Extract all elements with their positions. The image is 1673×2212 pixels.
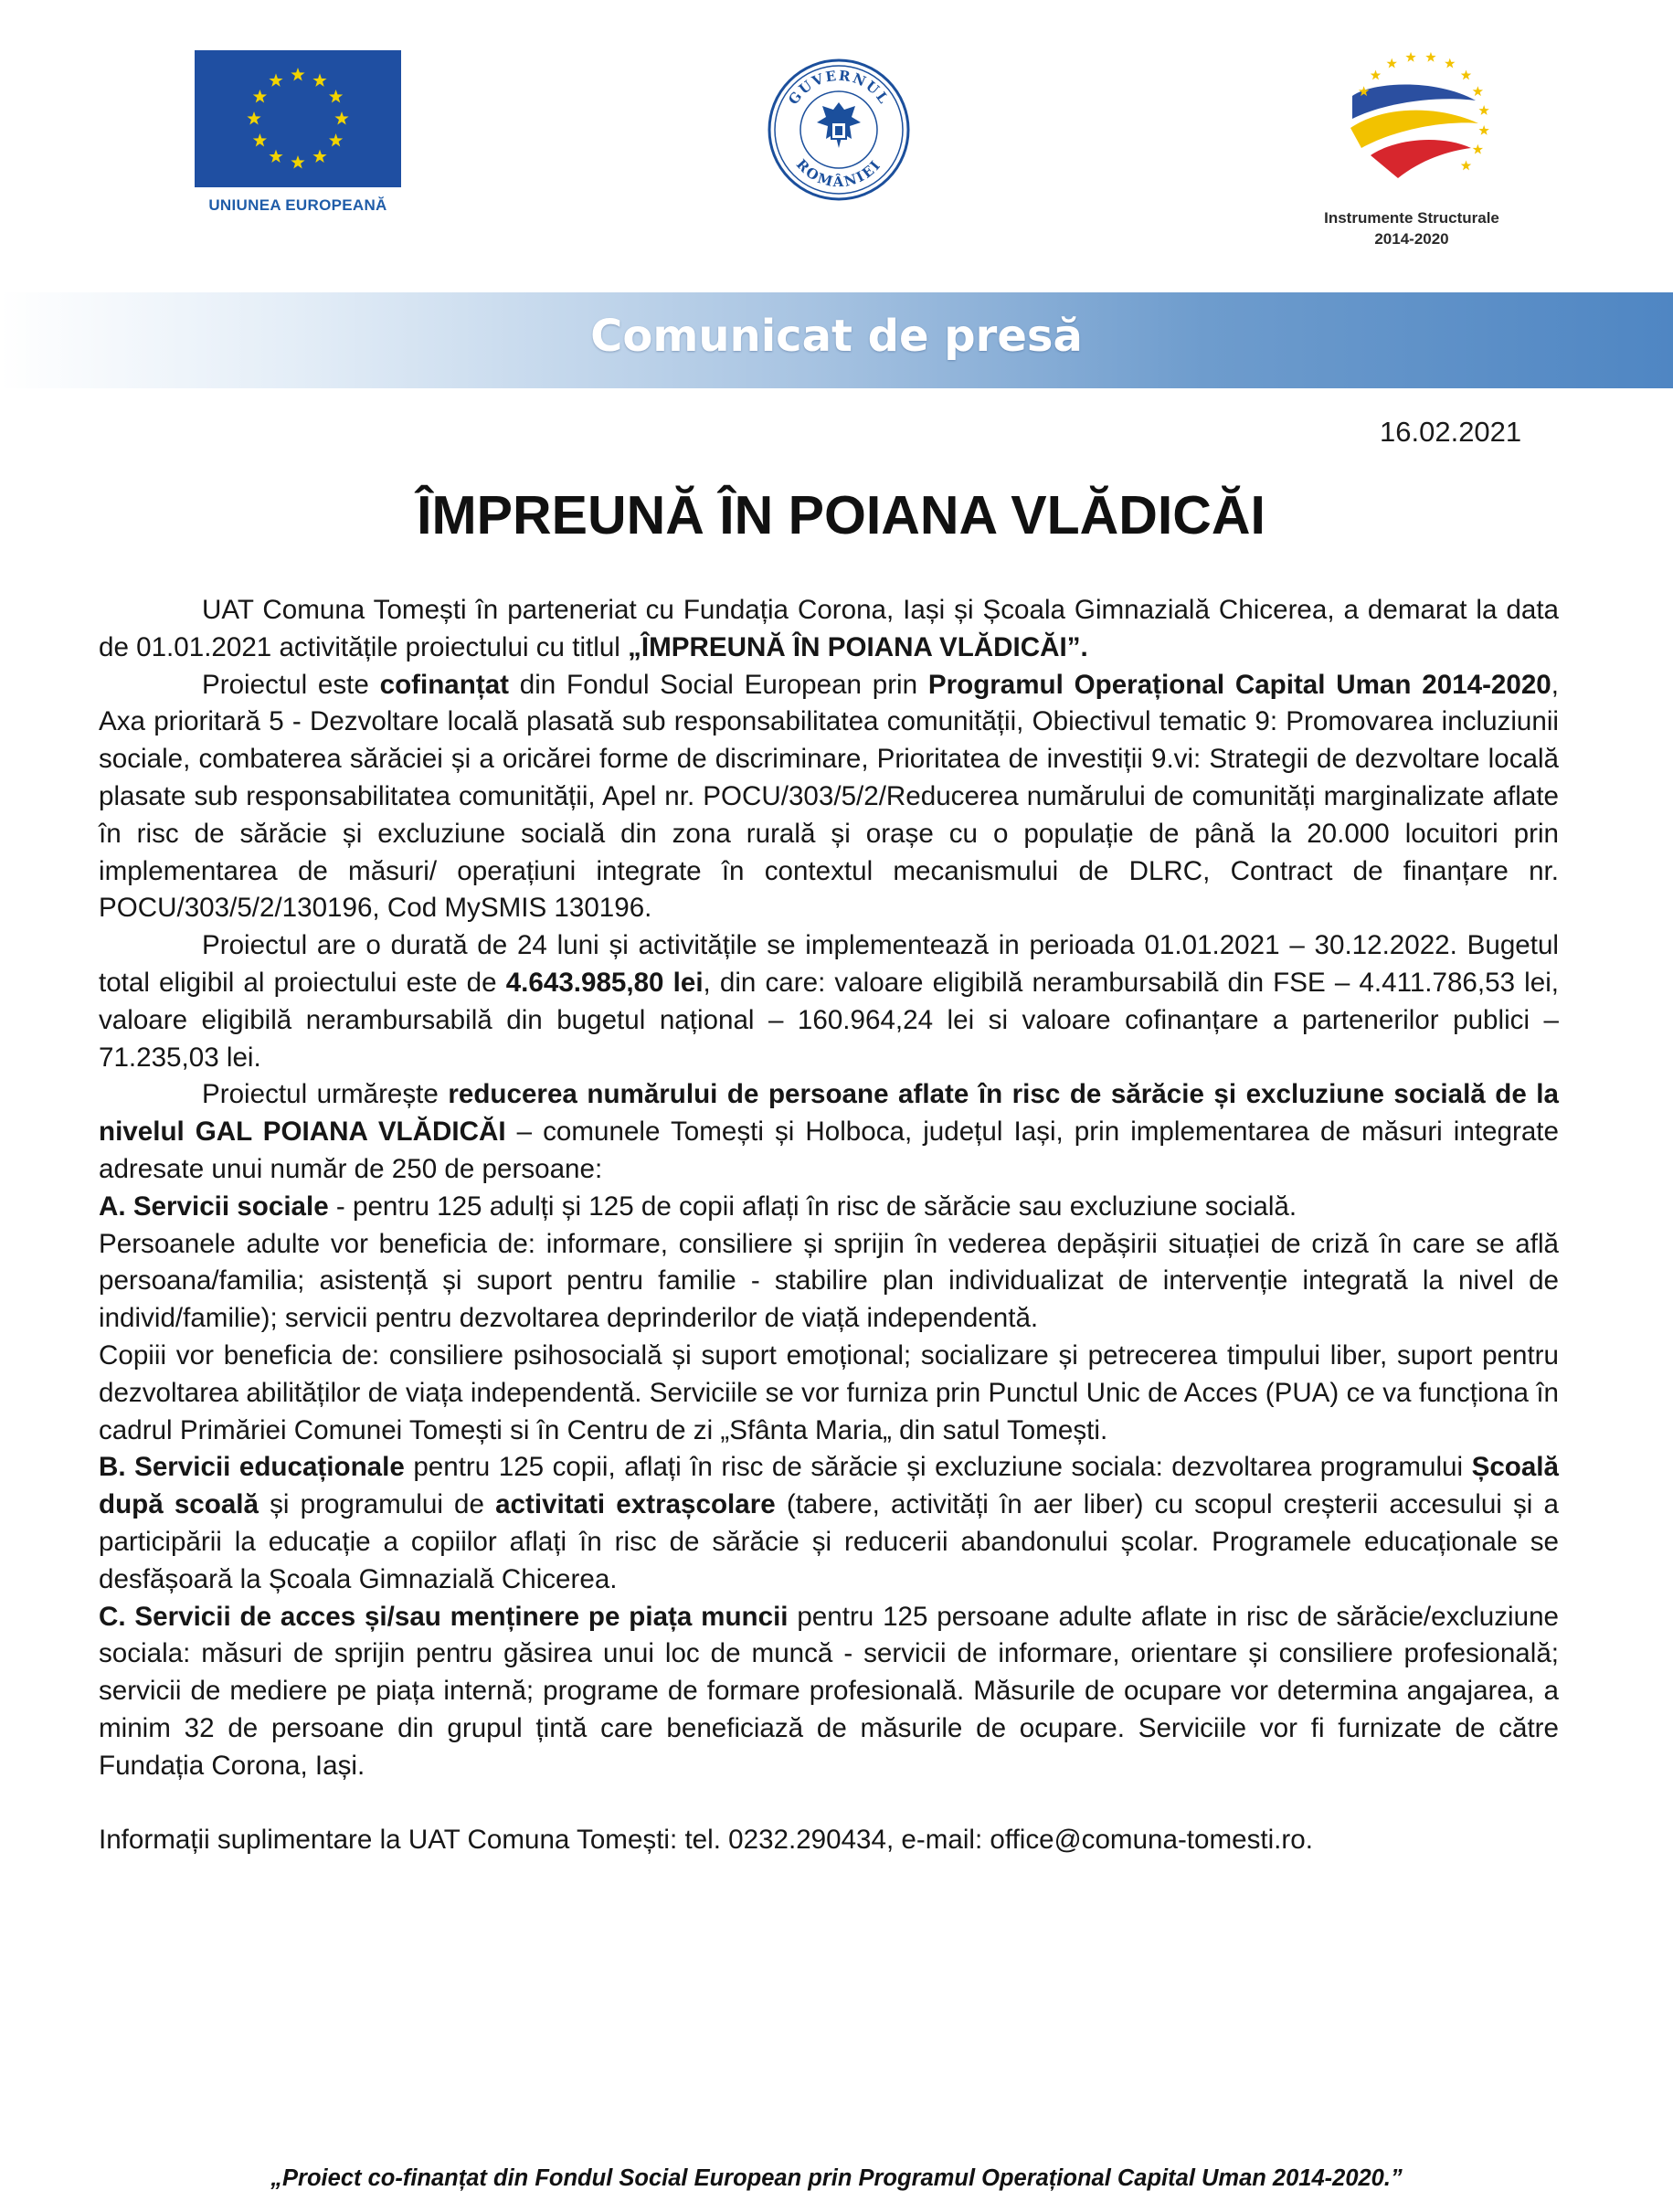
paragraph-employment-services: C. Servicii de acces și/sau menținere pe piața muncii pentru 125 persoane adulte aflate in risc de sărăcie/excluziune sociala: măsuri de sprijin pentru găsirea unui loc de muncă - servicii de informare, orientare și consiliere profesională; servicii de mediere pe piața internă; programe de formare profesională. Măsurile de ocupare vor determina angajarea, a minim 32 de persoane din grupul țintă care beneficiază de măsurile de ocupare. Serviciile vor fi furnizate de către Fundația Corona, Iași.	[99, 1601, 1559, 1781]
is-star-icon	[1473, 86, 1483, 96]
paragraph-social-services: A. Servicii sociale - pentru 125 adulți și 125 de copii aflați în risc de sărăcie sau excluziune socială.	[99, 1191, 1297, 1222]
cofinancing-footer: „Proiect co-finanțat din Fondul Social European prin Programul Operațional Capital Uman 2014-2020.”	[270, 2165, 1403, 2191]
instrumente-structurale-logo	[1302, 46, 1521, 256]
is-label	[1302, 207, 1521, 249]
structural-instruments-icon	[1334, 46, 1489, 196]
paragraph-intro: UAT Comuna Tomești în parteneriat cu Fundația Corona, Iași și Școala Gimnazială Chicerea, a demarat la data de 01.01.2021 activitățile proiectului cu titlul „ÎMPREUNĂ ÎN POIANA VLĂDICĂI”.	[99, 595, 1559, 662]
is-star-icon	[1445, 58, 1455, 69]
paragraph-children: Copiii vor beneficia de: consiliere psihosocială și suport emoțional; socializare și petrecerea timpului liber, suport pentru dezvoltarea abilităților de viața independentă. Serviciile se vor furniza prin Punctul Unic de Acces (PUA) ce va funcționa în cadrul Primăriei Comunei Tomești si în Centru de zi „Sfânta Maria„ din satul Tomești.	[99, 1339, 1559, 1445]
is-star-icon	[1461, 161, 1471, 171]
contact-info: Informații suplimentare la UAT Comuna Tomești: tel. 0232.290434, e-mail: office@comuna-tomesti.ro.	[99, 1824, 1313, 1855]
banner-title: Comunicat de presă	[590, 311, 1083, 362]
is-star-icon	[1425, 52, 1435, 62]
is-label-line2: 2014-2020	[1374, 230, 1449, 248]
paragraph-budget: Proiectul are o durată de 24 luni și activitățile se implementează in perioada 01.01.2021 – 30.12.2022. Bugetul total eligibil al proiectului este de 4.643.985,80 lei, din care: valoare eligibilă nerambursabilă din FSE – 4.411.786,53 lei, valoare eligibilă nerambursabilă din bugetul național – 160.964,24 lei si valoare cofinanțare a partenerilor publici – 71.235,03 lei.	[99, 930, 1559, 1073]
is-star-icon	[1473, 144, 1483, 154]
seal-bottom-text: ROMÂNIEI	[792, 155, 885, 191]
government-seal-icon	[766, 57, 912, 203]
eu-logo	[195, 50, 401, 224]
release-date: 16.02.2021	[1380, 416, 1522, 448]
header-logos	[0, 0, 1673, 274]
paragraph-educational-services: B. Servicii educaționale pentru 125 copii, aflați în risc de sărăcie și excluziune sociala: dezvoltarea programului Școală după scoală și programului de activitati extrașcolare (tabere, activități în aer liber) cu scopul creșterii accesului și a participării la educație a copiilor aflați în risc de sărăcie și reducerii abandonului școlar. Programele educaționale se desfășoară la Școala Gimnazială Chicerea.	[99, 1452, 1559, 1594]
paragraph-objective: Proiectul urmărește reducerea numărului de persoane aflate în risc de sărăcie și excluziune socială de la nivelul GAL POIANA VLĂDICĂI – comunele Tomești și Holboca, județul Iași, prin implementarea de măsuri integrate adresate unui număr de 250 de persoane:	[99, 1079, 1559, 1184]
is-star-icon	[1478, 105, 1488, 115]
is-star-icon	[1371, 70, 1381, 80]
is-star-icon	[1478, 125, 1488, 135]
is-star-icon	[1461, 70, 1471, 80]
seal-top-text: GUVERNUL	[785, 67, 893, 108]
paragraph-adults: Persoanele adulte vor beneficia de: informare, consiliere și sprijin în vederea depășirii situației de criză în care se află persoana/familia; asistență și suport pentru familie - stabilire plan individualizat de intervenție integrată la nivel de individ/familie); servicii pentru dezvoltarea deprinderilor de viață independentă.	[99, 1228, 1559, 1334]
document-body	[99, 592, 1559, 1858]
is-star-icon	[1405, 52, 1415, 62]
eu-label: UNIUNEA EUROPEANĂ	[208, 196, 387, 214]
is-label-line1: Instrumente Structurale	[1324, 209, 1499, 227]
eu-flag-icon	[195, 50, 401, 187]
press-release-banner	[0, 292, 1673, 388]
is-star-icon	[1387, 58, 1397, 69]
document-title: ÎMPREUNĂ ÎN POIANA VLĂDICĂI	[417, 485, 1265, 545]
paragraph-funding: Proiectul este cofinanțat din Fondul Social European prin Programul Operațional Capital Uman 2014-2020, Axa prioritară 5 - Dezvoltare locală plasată sub responsabilitatea comunității, Obiectivul tematic 9: Promovarea incluziunii sociale, combaterea sărăciei și a oricărei forme de discriminare, Prioritatea de investiții 9.vi: Strategii de dezvoltare locală plasate sub responsabilitatea comunității, Apel nr. POCU/303/5/2/Reducerea numărului de comunități marginalizate aflate în risc de sărăcie și excluziune socială din zona rurală și orașe cu o populație de până la 20.000 locuitori prin implementarea de măsuri/ operațiuni integrate în contextul mecanismului de DLRC, Contract de finanțare nr. POCU/303/5/2/130196, Cod MySMIS 130196.	[99, 669, 1559, 924]
